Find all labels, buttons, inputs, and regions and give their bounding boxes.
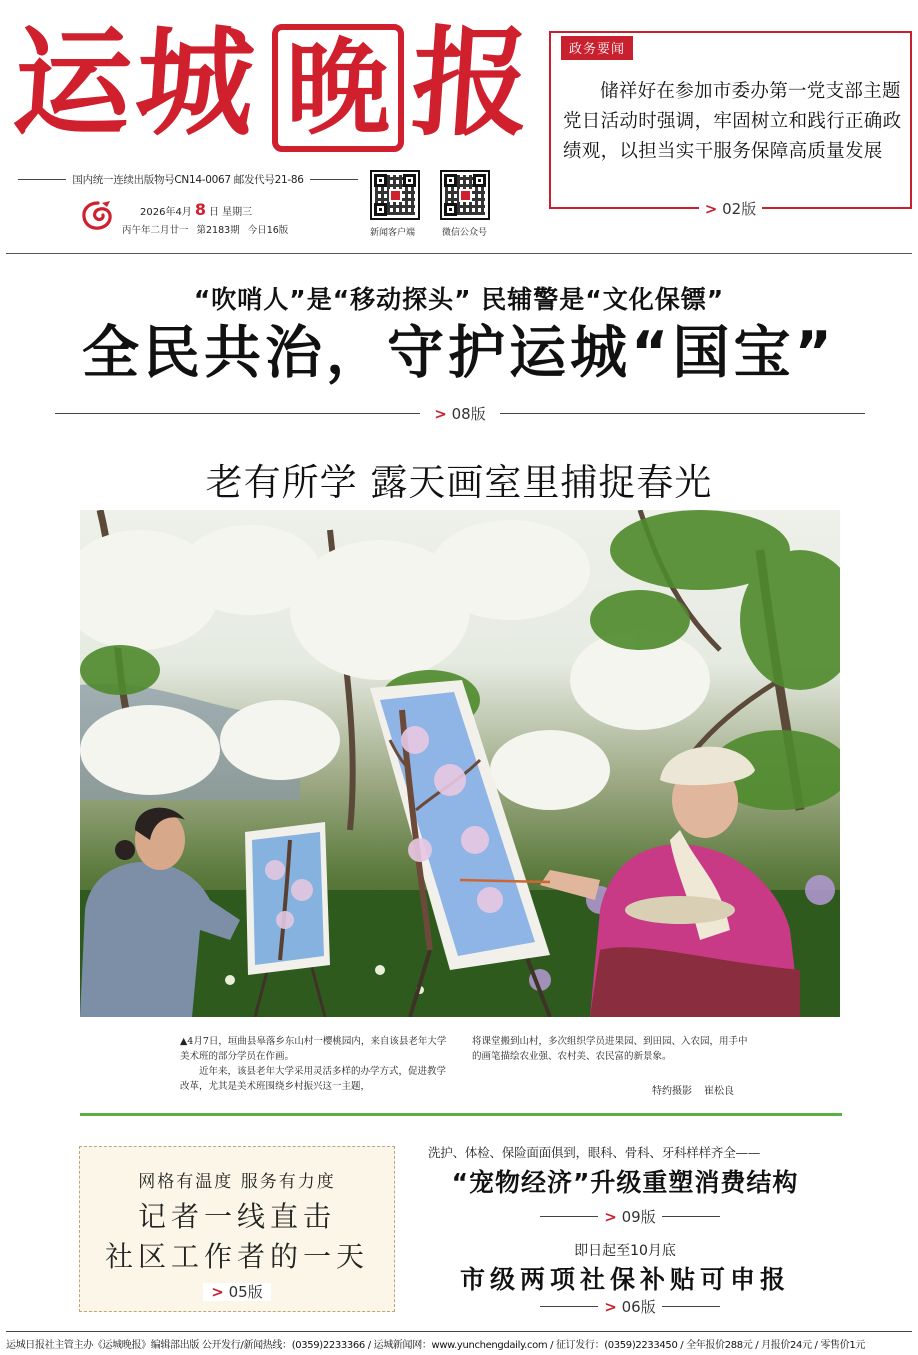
page-number: 06版 (621, 1297, 656, 1316)
divider (662, 1216, 720, 1217)
divider (55, 413, 420, 414)
section-tag: 政务要闻 (561, 36, 633, 60)
newspaper-logo-icon (80, 200, 116, 232)
date-day: 8 (194, 200, 206, 219)
page-reference[interactable] (55, 402, 865, 424)
lead-subheadline: “吹哨人”是“移动探头” 民辅警是“文化保镖” (193, 285, 725, 314)
qr-label-wechat: 微信公众号 (442, 228, 488, 238)
arrow-icon: > (604, 1297, 617, 1316)
caption-paragraph: ▲4月7日，垣曲县皋落乡东山村一樱桃园内，来自该县老年大学美术班的部分学员在作画。 (180, 1036, 447, 1062)
publication-info (18, 171, 358, 187)
lunar-date: 丙午年二月廿一 (122, 225, 189, 236)
story-kicker: 即日起至10月底 (574, 1243, 676, 1259)
politics-headline[interactable]: 储祥好在参加市委办第一党支部主题党日活动时强调，牢固树立和践行正确政绩观，以担当实干服务保障高质量发展 (563, 81, 902, 162)
arrow-icon: > (604, 1207, 617, 1226)
photo-story-headline[interactable]: 老有所学 露天画室里捕捉春光 (205, 461, 713, 504)
page-reference[interactable] (540, 1206, 720, 1226)
credit-name: 崔松良 (704, 1086, 734, 1097)
issue-details (122, 222, 288, 236)
masthead-char-2: 城 (131, 13, 259, 152)
story-headline[interactable]: 市级两项社保补贴可申报 (459, 1265, 790, 1294)
lead-headline[interactable]: 全民共治，守护运城“国宝” (82, 320, 836, 386)
credit-label: 特约摄影 (652, 1086, 692, 1097)
page-number: 08版 (451, 404, 486, 423)
divider (540, 1216, 598, 1217)
news-photo (80, 510, 840, 1017)
photo-caption-right (472, 1034, 750, 1064)
page-count: 今日16版 (247, 225, 289, 236)
caption-paragraph: 将课堂搬到山村，多次组织学员进果园、到田园、入农园，用手中的画笔描绘农业强、农村美、农民富的新景象。 (472, 1036, 748, 1062)
story-kicker: 洗护、体检、保险面面俱到，眼科、骨科、牙科样样齐全—— (428, 1145, 761, 1160)
arrow-icon: > (704, 199, 718, 218)
issue-number: 第2183期 (196, 225, 240, 236)
feature-title-line1[interactable]: 记者一线直击 (137, 1200, 336, 1233)
qr-label-app: 新闻客户端 (370, 228, 416, 238)
masthead-char-3: 晚 (285, 26, 390, 149)
page-reference[interactable] (540, 1296, 720, 1316)
date-prefix: 2026年4月 (140, 207, 192, 218)
divider (500, 413, 865, 414)
politics-news-box[interactable] (549, 31, 912, 218)
issue-date (140, 200, 252, 219)
page-number: 02版 (722, 199, 757, 218)
photo-caption-left (180, 1034, 448, 1094)
photo-credit (652, 1082, 734, 1097)
divider (540, 1306, 598, 1307)
page-number: 05版 (228, 1283, 263, 1301)
date-weekday: 日 星期三 (208, 207, 253, 218)
divider (6, 1331, 912, 1332)
masthead-char-1: 运 (9, 13, 137, 152)
feature-title-line2[interactable]: 社区工作者的一天 (104, 1240, 369, 1273)
page-reference[interactable] (551, 197, 910, 219)
divider (6, 253, 912, 254)
photo-painting-scene (80, 510, 840, 1017)
divider (18, 179, 66, 180)
feature-box[interactable] (79, 1146, 395, 1312)
caption-paragraph: 近年来，该县老年大学采用灵活多样的办学方式，促进教学改革，尤其是美术班围绕乡村振兴这一主题， (180, 1066, 447, 1092)
page-number: 09版 (621, 1207, 656, 1226)
arrow-icon: > (211, 1283, 224, 1301)
page-reference[interactable] (80, 1281, 394, 1302)
story-headline[interactable]: “宠物经济”升级重塑消费结构 (451, 1168, 799, 1197)
qr-code-icon[interactable] (440, 170, 490, 220)
masthead-char-4: 报 (407, 13, 535, 152)
divider (310, 179, 358, 180)
footer-info: 运城日报社主管主办《运城晚报》编辑部出版 公开发行/新闻热线：(0359)2233366 / 运城新闻网：www.yunchengdaily.com / 征订发行：(0359)2233450 / 全年报价288元 / 月报价24元 / 零售价1元 (6, 1340, 866, 1351)
qr-code-icon[interactable] (370, 170, 420, 220)
publication-numbers: 国内统一连续出版物号CN14-0067 邮发代号21-86 (72, 173, 304, 186)
arrow-icon: > (434, 404, 447, 423)
divider (80, 1113, 842, 1116)
divider (662, 1306, 720, 1307)
masthead-seal (272, 24, 404, 152)
masthead-logo (9, 10, 535, 160)
feature-kicker: 网格有温度 服务有力度 (138, 1172, 336, 1192)
